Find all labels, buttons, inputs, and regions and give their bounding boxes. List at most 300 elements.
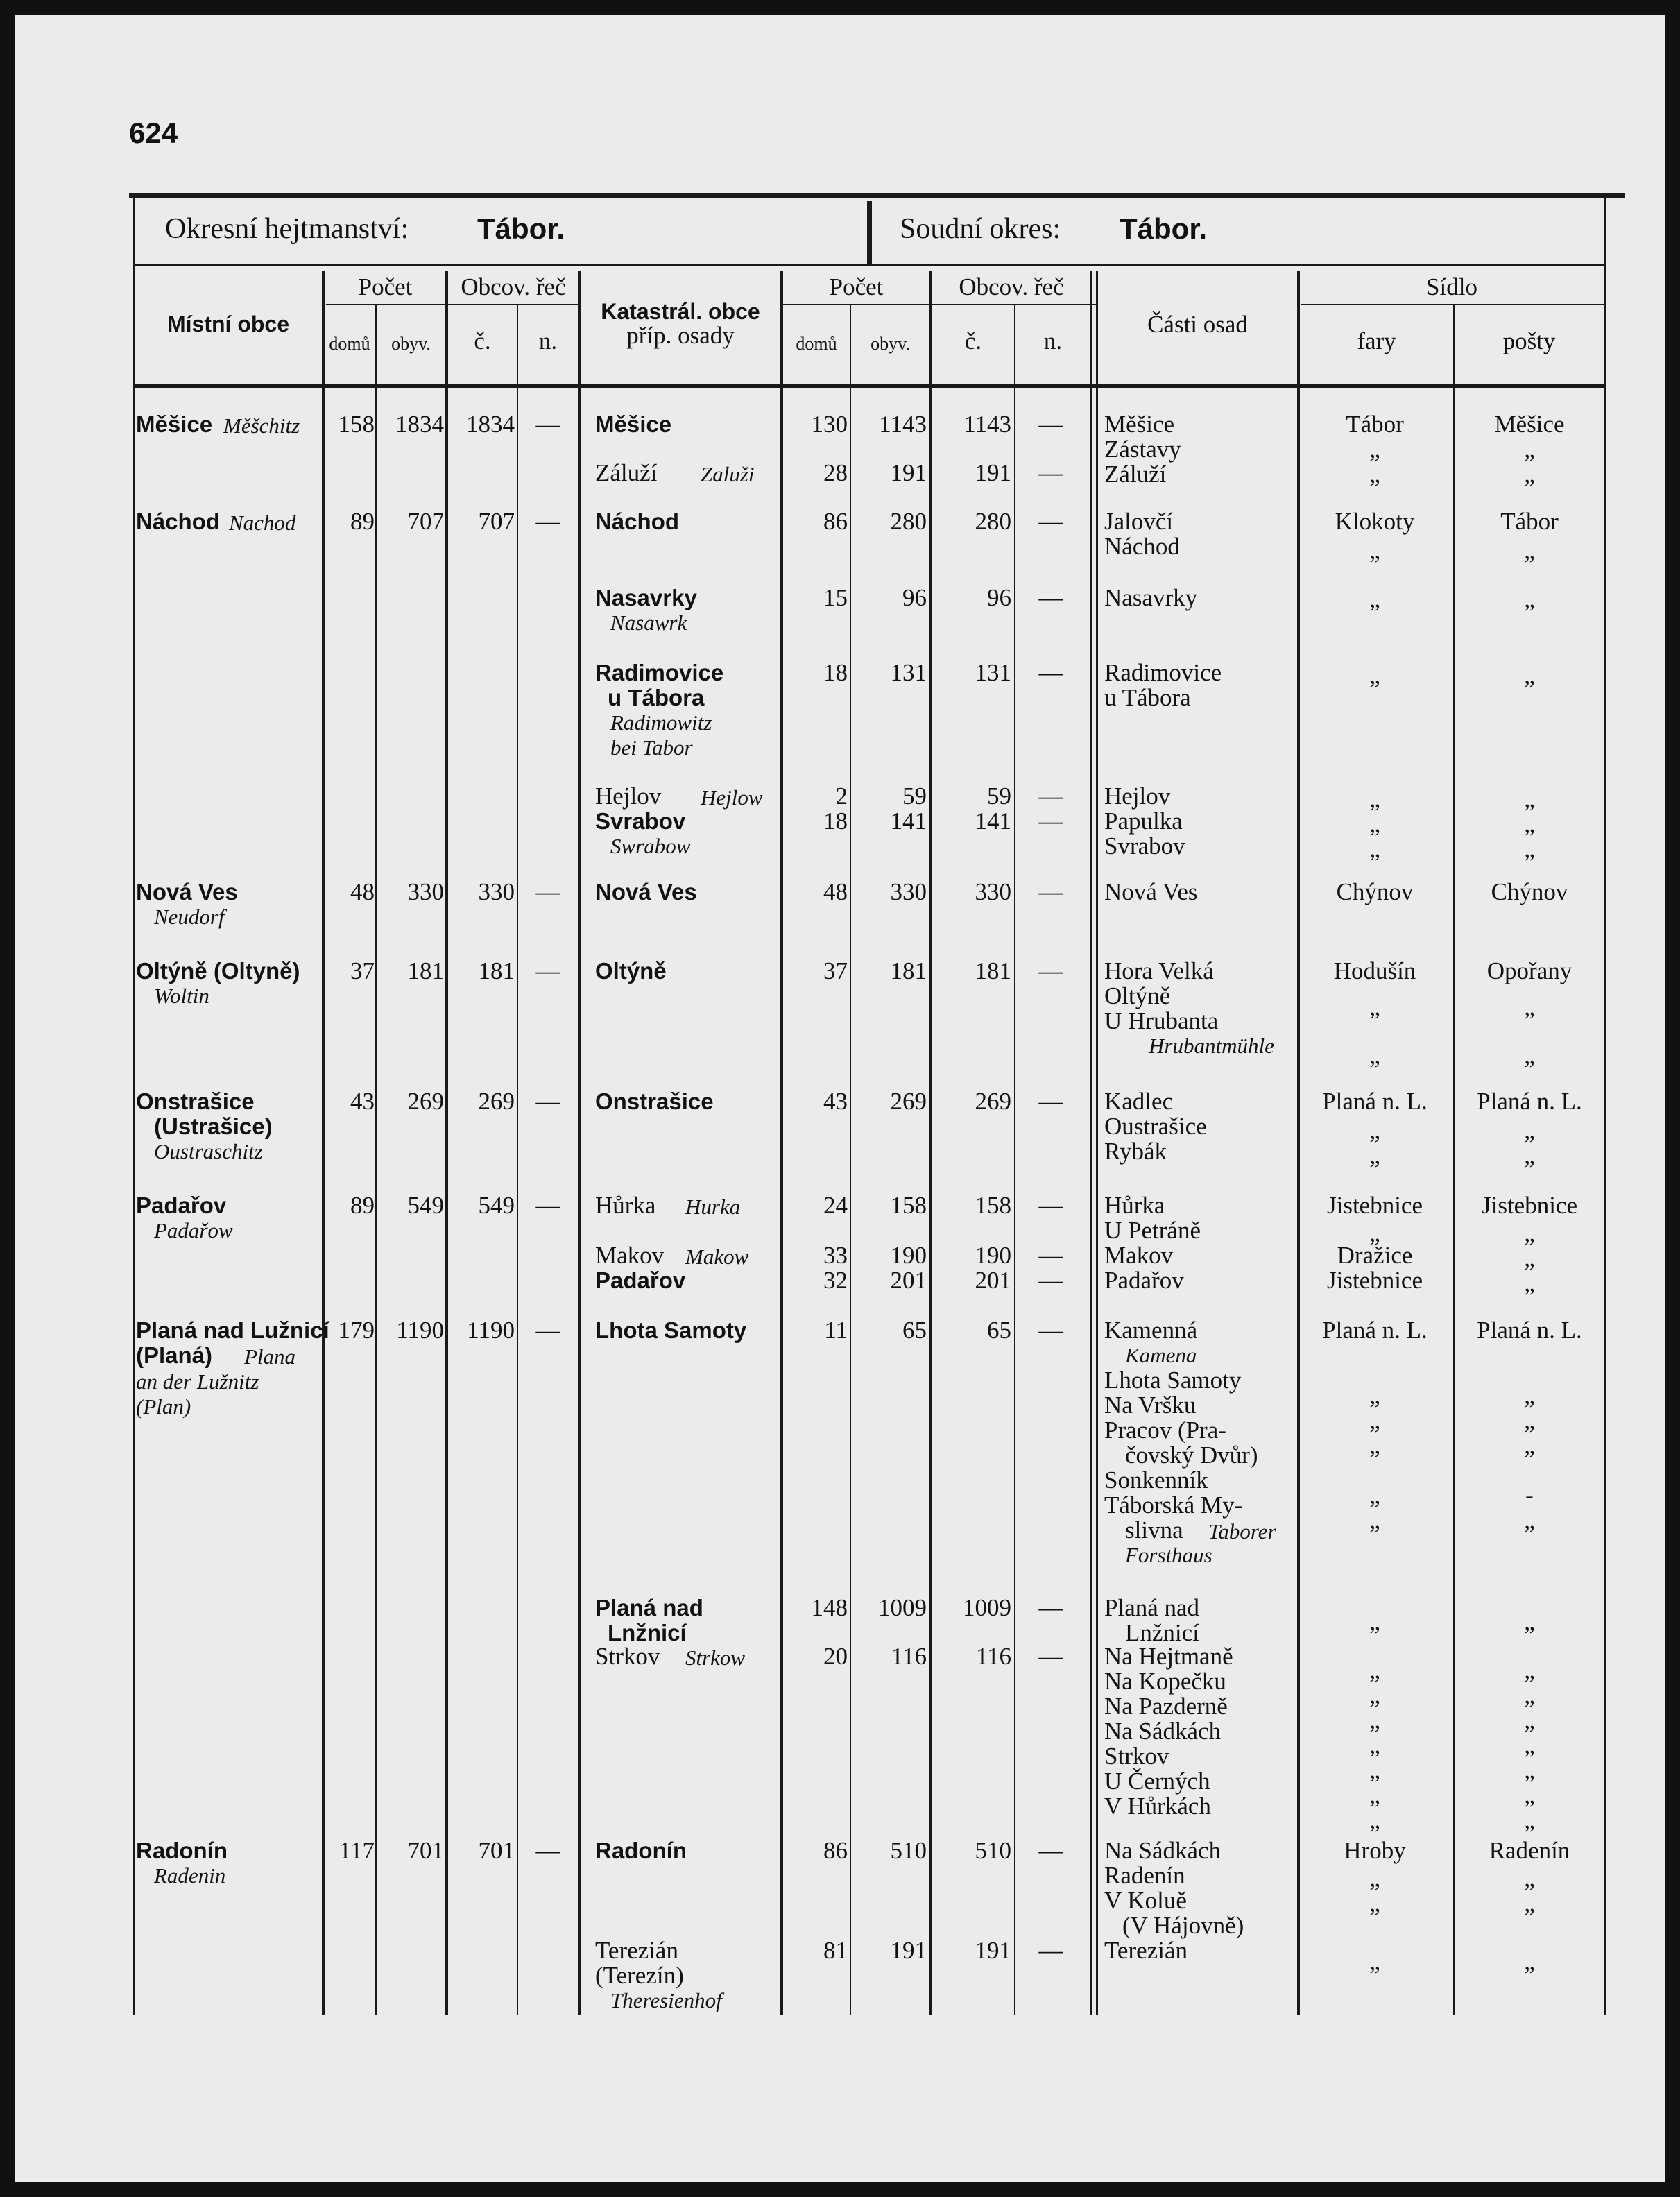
col-header-katastr-2: příp. osady (626, 322, 735, 349)
obec-houses: 117 (338, 1837, 375, 1864)
settlement-part-german: Taborer (1208, 1519, 1276, 1544)
obec-name: Onstrašice (136, 1088, 255, 1114)
obec-name-german: Padařow (154, 1218, 233, 1242)
post-office-seat: „ (1524, 1781, 1535, 1809)
katastr-houses: 81 (823, 1937, 848, 1964)
parish-seat: „ (1369, 1890, 1380, 1917)
obec-name: Radonín (136, 1838, 228, 1863)
settlement-part: Na Vršku (1104, 1392, 1197, 1419)
post-office-seat: „ (1524, 461, 1535, 488)
parish-seat: „ (1369, 1732, 1380, 1759)
katastr-name: Radonín (595, 1838, 687, 1863)
katastr-name-german: bei Tabor (610, 735, 693, 760)
obec-population: 707 (407, 508, 444, 535)
katastr-houses: 18 (823, 659, 848, 686)
katastr-houses: 37 (823, 957, 848, 984)
page-number: 624 (129, 117, 178, 149)
obec-houses: 48 (350, 878, 375, 905)
parish-seat: „ (1369, 1407, 1380, 1434)
post-office-seat: „ (1524, 537, 1535, 564)
col-header-c-2: č. (964, 327, 982, 354)
col-header-obcov-2: Obcov. řeč (959, 273, 1064, 300)
parish-seat: Dražice (1337, 1242, 1413, 1269)
obec-name-german: Neudorf (154, 905, 225, 929)
header-divider (867, 201, 872, 265)
parish-seat: „ (1369, 662, 1380, 689)
obec-czech-speakers: 1834 (466, 411, 515, 438)
post-office-seat: Tábor (1500, 508, 1559, 535)
katastr-name-german: Zaluži (701, 462, 755, 486)
katastr-name-german: Nasawrk (610, 610, 687, 635)
obec-german-speakers: — (535, 878, 560, 905)
settlement-part: Táborská My- (1104, 1491, 1243, 1519)
katastr-german-speakers: — (1038, 878, 1063, 905)
settlement-part: U Černých (1104, 1768, 1210, 1795)
katastr-german-speakers: — (1038, 1267, 1063, 1294)
katastr-name: Hůrka (595, 1192, 656, 1219)
settlement-part: Nasavrky (1104, 584, 1198, 611)
post-office-seat: „ (1524, 1608, 1535, 1635)
parish-seat: „ (1369, 585, 1380, 613)
parish-seat: Chýnov (1336, 878, 1414, 905)
katastr-czech-speakers: 190 (975, 1242, 1011, 1269)
obec-name: Měšice (136, 411, 213, 437)
katastr-name: Lnžnicí (608, 1620, 687, 1645)
obec-name-german: (Plan) (136, 1394, 191, 1419)
katastr-houses: 86 (823, 508, 848, 535)
katastr-name-german: Hurka (685, 1195, 741, 1219)
katastr-population: 65 (902, 1317, 927, 1344)
obec-houses: 158 (338, 411, 375, 438)
katastr-name: Hejlov (595, 783, 662, 810)
parish-seat: Klokoty (1335, 508, 1415, 535)
parish-seat: „ (1369, 1142, 1380, 1169)
katastr-population: 191 (890, 1937, 927, 1964)
parish-seat: Hroby (1344, 1837, 1406, 1864)
katastr-czech-speakers: 141 (975, 807, 1011, 835)
parish-seat: „ (1369, 1608, 1380, 1635)
katastr-czech-speakers: 510 (975, 1837, 1011, 1864)
col-header-pocet-1: Počet (358, 273, 413, 300)
obec-name: Oltýně (Oltyně) (136, 958, 300, 984)
obec-german-speakers: — (535, 1088, 560, 1115)
parish-seat: „ (1369, 993, 1380, 1020)
top-rule (129, 193, 1625, 198)
post-office-seat: „ (1524, 1117, 1535, 1144)
col-header-casti: Části osad (1147, 311, 1248, 338)
katastr-german-speakers: — (1038, 1242, 1063, 1269)
col-header-n-1: n. (538, 327, 558, 354)
parish-seat: „ (1369, 1806, 1380, 1833)
parish-seat: „ (1369, 1865, 1380, 1892)
settlement-part: slivna (1125, 1516, 1183, 1544)
katastr-czech-speakers: 201 (975, 1267, 1011, 1294)
katastr-population: 510 (890, 1837, 927, 1864)
settlement-part: Kadlec (1104, 1088, 1174, 1115)
post-office-seat: „ (1524, 1245, 1535, 1272)
katastr-german-speakers: — (1038, 508, 1063, 535)
obec-houses: 89 (350, 1192, 375, 1219)
col-header-c-1: č. (474, 327, 491, 354)
obec-czech-speakers: 330 (478, 878, 515, 905)
katastr-german-speakers: — (1038, 1317, 1063, 1344)
settlement-part: V Koluě (1104, 1887, 1187, 1914)
settlement-part-german: Forsthaus (1125, 1543, 1212, 1567)
katastr-houses: 2 (835, 783, 848, 810)
katastr-houses: 86 (823, 1837, 848, 1864)
col-header-sidlo: Sídlo (1426, 273, 1477, 300)
settlement-part: Na Sádkách (1104, 1718, 1222, 1745)
obec-population: 701 (407, 1837, 444, 1864)
katastr-czech-speakers: 158 (975, 1192, 1011, 1219)
left-border (133, 198, 135, 2015)
settlement-part: Na Hejtmaně (1104, 1643, 1233, 1670)
katastr-population: 141 (890, 807, 927, 835)
settlement-part: Svrabov (1104, 832, 1185, 860)
post-office-seat: „ (1524, 835, 1535, 862)
katastr-czech-speakers: 191 (975, 1937, 1011, 1964)
katastr-name: Svrabov (595, 808, 686, 834)
settlement-part: Terezián (1104, 1937, 1188, 1964)
obec-name: Padařov (136, 1192, 227, 1218)
katastr-czech-speakers: 1009 (963, 1594, 1011, 1621)
post-office-seat: „ (1524, 1042, 1535, 1069)
settlement-part: Nová Ves (1104, 878, 1198, 905)
katastr-population: 269 (890, 1088, 927, 1115)
post-office-seat: Planá n. L. (1477, 1088, 1582, 1115)
katastr-name-german: Strkow (685, 1645, 746, 1670)
katastr-population: 190 (890, 1242, 927, 1269)
obec-name: Nová Ves (136, 879, 238, 905)
katastr-german-speakers: — (1038, 1594, 1063, 1621)
settlement-part: Lnžnicí (1125, 1619, 1199, 1646)
settlement-part: Oustrašice (1104, 1113, 1207, 1140)
col-header-domu-1: domů (329, 334, 370, 354)
katastr-czech-speakers: 191 (975, 459, 1011, 486)
katastr-german-speakers: — (1038, 1088, 1063, 1115)
katastr-czech-speakers: 1143 (963, 411, 1011, 438)
col-header-mistni-obce: Místní obce (166, 311, 289, 336)
settlement-part: Sonkenník (1104, 1467, 1208, 1494)
obec-name-german: Nachod (229, 511, 296, 535)
katastr-population: 116 (891, 1643, 927, 1670)
katastr-name: Měšice (595, 411, 672, 437)
katastr-name: Makov (595, 1242, 665, 1269)
parish-seat: „ (1369, 835, 1380, 862)
post-office-seat: Chýnov (1491, 878, 1568, 905)
post-office-seat: „ (1524, 1707, 1535, 1734)
settlement-part: Záluží (1104, 461, 1167, 488)
post-office-seat: „ (1524, 436, 1535, 463)
settlement-part: čovský Dvůr) (1125, 1442, 1258, 1469)
post-office-seat: Radenín (1489, 1837, 1570, 1864)
obec-german-speakers: — (535, 957, 560, 984)
obec-german-speakers: — (535, 1837, 560, 1864)
parish-seat: Tábor (1346, 411, 1404, 438)
parish-seat: „ (1369, 1707, 1380, 1734)
obec-name-german: an der Lužnitz (136, 1369, 259, 1394)
obec-houses: 179 (338, 1317, 375, 1344)
settlement-part: Na Sádkách (1104, 1837, 1222, 1864)
obec-name-german: Woltin (154, 984, 209, 1008)
col-header-pocet-2: Počet (829, 273, 884, 300)
katastr-population: 1143 (879, 411, 927, 438)
settlement-part: Papulka (1104, 807, 1183, 835)
settlement-part: Hejlov (1104, 783, 1171, 810)
post-office-seat: Planá n. L. (1477, 1317, 1582, 1344)
obec-german-speakers: — (535, 1317, 560, 1344)
settlement-part: U Petráně (1104, 1217, 1201, 1244)
col-header-domu-2: domů (796, 334, 837, 354)
obec-houses: 89 (350, 508, 375, 535)
parish-seat: „ (1369, 1042, 1380, 1069)
settlement-part: Hora Velká (1104, 957, 1214, 984)
post-office-seat: „ (1524, 1732, 1535, 1759)
settlement-part: Padařov (1104, 1267, 1184, 1294)
col-line-2 (375, 305, 377, 2015)
obec-czech-speakers: 707 (478, 508, 515, 535)
katastr-houses: 32 (823, 1267, 848, 1294)
post-office-seat: „ (1524, 1142, 1535, 1169)
district-label: Okresní hejtmanství: (165, 213, 409, 245)
katastr-name: Terezián (595, 1937, 678, 1964)
katastr-population: 131 (890, 659, 927, 686)
settlement-part-german: Hrubantmühle (1149, 1034, 1274, 1058)
settlement-part: Rybák (1104, 1138, 1167, 1165)
katastr-name: Oltýně (595, 958, 667, 984)
obec-name: Náchod (136, 508, 221, 534)
katastr-houses: 48 (823, 878, 848, 905)
settlement-part: V Hůrkách (1104, 1793, 1211, 1820)
settlement-part: u Tábora (1104, 684, 1191, 711)
katastr-name: Padařov (595, 1267, 686, 1293)
katastr-name: Onstrašice (595, 1088, 714, 1114)
obec-czech-speakers: 1190 (467, 1317, 515, 1344)
katastr-name: Náchod (595, 508, 680, 534)
katastr-name-german: Hejlow (701, 785, 763, 810)
katastr-name: u Tábora (608, 685, 705, 710)
post-office-seat: - (1525, 1482, 1534, 1509)
katastr-population: 158 (890, 1192, 927, 1219)
katastr-houses: 24 (823, 1192, 848, 1219)
post-office-seat: „ (1524, 1657, 1535, 1684)
pocet-rule-right (782, 304, 1097, 305)
settlement-part: Zástavy (1104, 436, 1181, 463)
settlement-part: Radimovice (1104, 659, 1222, 686)
obec-population: 181 (407, 957, 444, 984)
settlement-part: Pracov (Pra- (1104, 1417, 1226, 1444)
parish-seat: Hodušín (1333, 957, 1416, 984)
katastr-czech-speakers: 181 (975, 957, 1011, 984)
katastr-name: Lhota Samoty (595, 1317, 747, 1343)
obec-population: 1190 (396, 1317, 444, 1344)
post-office-seat: „ (1524, 1220, 1535, 1247)
katastr-german-speakers: — (1038, 411, 1063, 438)
katastr-houses: 148 (811, 1594, 848, 1621)
katastr-population: 181 (890, 957, 927, 984)
katastr-population: 201 (890, 1267, 927, 1294)
settlement-part: Na Kopečku (1104, 1668, 1226, 1695)
parish-seat: „ (1369, 1382, 1380, 1409)
post-office-seat: „ (1524, 585, 1535, 613)
settlement-part: Měšice (1104, 411, 1175, 438)
katastr-name: Planá nad (595, 1595, 703, 1621)
katastr-houses: 43 (823, 1088, 848, 1115)
obec-name-german: Plana (244, 1344, 296, 1369)
katastr-name: Záluží (595, 459, 658, 486)
obec-name: (Ustrašice) (154, 1113, 273, 1139)
obec-name-german: Měšchitz (223, 413, 300, 438)
post-office-seat: „ (1524, 662, 1535, 689)
katastr-population: 96 (902, 584, 927, 611)
katastr-czech-speakers: 65 (987, 1317, 1011, 1344)
settlement-part: Jalovčí (1104, 508, 1174, 535)
post-office-seat: Jistebnice (1481, 1192, 1578, 1219)
katastr-houses: 11 (824, 1317, 848, 1344)
sidlo-rule (1301, 304, 1604, 305)
parish-seat: „ (1369, 1482, 1380, 1509)
post-office-seat: „ (1524, 1682, 1535, 1709)
post-office-seat: „ (1524, 1756, 1535, 1784)
settlement-part: Strkov (1104, 1743, 1169, 1770)
katastr-name-german: Radimowitz (610, 710, 712, 735)
settlement-part-german: Kamena (1125, 1343, 1197, 1367)
katastr-name: Nasavrky (595, 585, 697, 610)
katastr-houses: 18 (823, 807, 848, 835)
katastr-german-speakers: — (1038, 957, 1063, 984)
katastr-name-german: Theresienhof (610, 1988, 722, 2012)
parish-seat: „ (1369, 1220, 1380, 1247)
katastr-german-speakers: — (1038, 1837, 1063, 1864)
katastr-name: Nová Ves (595, 879, 697, 905)
parish-seat: „ (1369, 1781, 1380, 1809)
katastr-houses: 28 (823, 459, 848, 486)
parish-seat: „ (1369, 461, 1380, 488)
post-office-seat: „ (1524, 1270, 1535, 1297)
katastr-german-speakers: — (1038, 1937, 1063, 1964)
katastr-population: 280 (890, 508, 927, 535)
settlement-part: Planá nad (1104, 1594, 1200, 1621)
katastr-name-german: Makow (685, 1245, 749, 1269)
katastr-german-speakers: — (1038, 659, 1063, 686)
post-office-seat: „ (1524, 1890, 1535, 1917)
col-header-n-2: n. (1043, 327, 1063, 354)
parish-seat: „ (1369, 1657, 1380, 1684)
katastr-houses: 20 (823, 1643, 848, 1670)
katastr-name: Strkov (595, 1643, 660, 1670)
katastr-german-speakers: — (1038, 807, 1063, 835)
settlement-part: U Hrubanta (1104, 1007, 1219, 1034)
katastr-german-speakers: — (1038, 1643, 1063, 1670)
katastr-name: (Terezín) (595, 1962, 684, 1989)
obec-czech-speakers: 549 (478, 1192, 515, 1219)
obec-czech-speakers: 181 (478, 957, 515, 984)
katastr-czech-speakers: 96 (987, 584, 1011, 611)
parish-seat: „ (1369, 810, 1380, 837)
katastr-czech-speakers: 280 (975, 508, 1011, 535)
obec-german-speakers: — (535, 1192, 560, 1219)
obec-german-speakers: — (535, 411, 560, 438)
katastr-name: Radimovice (595, 660, 724, 685)
col-header-fary: fary (1357, 327, 1396, 354)
katastr-czech-speakers: 269 (975, 1088, 1011, 1115)
post-office-seat: „ (1524, 1865, 1535, 1892)
settlement-part: Hůrka (1104, 1192, 1165, 1219)
parish-seat: „ (1369, 436, 1380, 463)
parish-seat: Planá n. L. (1322, 1317, 1428, 1344)
district-value: Tábor. (477, 212, 565, 245)
katastr-czech-speakers: 59 (987, 783, 1011, 810)
katastr-population: 191 (890, 459, 927, 486)
post-office-seat: „ (1524, 785, 1535, 812)
katastr-german-speakers: — (1038, 783, 1063, 810)
post-office-seat: „ (1524, 1432, 1535, 1459)
post-office-seat: „ (1524, 1382, 1535, 1409)
parish-seat: „ (1369, 1948, 1380, 1975)
pocet-rule-left (326, 304, 579, 305)
col-header-obyv-2: obyv. (871, 334, 910, 354)
obec-czech-speakers: 269 (478, 1088, 515, 1115)
post-office-seat: „ (1524, 810, 1535, 837)
katastr-houses: 33 (823, 1242, 848, 1269)
katastr-population: 59 (902, 783, 927, 810)
col-header-obyv-1: obyv. (391, 334, 431, 354)
obec-population: 269 (407, 1088, 444, 1115)
parish-seat: „ (1369, 1432, 1380, 1459)
parish-seat: „ (1369, 1507, 1380, 1534)
settlement-part: Náchod (1104, 533, 1180, 560)
col-line-9 (1014, 305, 1015, 2015)
obec-czech-speakers: 701 (478, 1837, 515, 1864)
parish-seat: „ (1369, 537, 1380, 564)
post-office-seat: „ (1524, 1507, 1535, 1534)
settlement-part: Lhota Samoty (1104, 1367, 1242, 1394)
court-label: Soudní okres: (900, 213, 1061, 245)
settlement-part: (V Hájovně) (1122, 1912, 1244, 1939)
katastr-czech-speakers: 131 (975, 659, 1011, 686)
katastr-czech-speakers: 116 (975, 1643, 1011, 1670)
katastr-population: 1009 (878, 1594, 927, 1621)
parish-seat: Jistebnice (1326, 1192, 1423, 1219)
katastr-german-speakers: — (1038, 459, 1063, 486)
katastr-houses: 15 (823, 584, 848, 611)
obec-population: 549 (407, 1192, 444, 1219)
obec-name: Planá nad Lužnicí (136, 1317, 329, 1343)
obec-name-german: Oustraschitz (154, 1139, 263, 1163)
col-header-katastr-1: Katastrál. obce (601, 299, 760, 324)
parish-seat: „ (1369, 1756, 1380, 1784)
settlement-part: Oltýně (1104, 982, 1171, 1009)
post-office-seat: „ (1524, 1948, 1535, 1975)
settlement-part: Na Pazderně (1104, 1693, 1228, 1720)
obec-name-german: Radenin (154, 1863, 226, 1888)
obec-houses: 43 (350, 1088, 375, 1115)
katastr-german-speakers: — (1038, 1192, 1063, 1219)
settlement-part: Radenín (1104, 1862, 1185, 1889)
katastr-houses: 130 (811, 411, 848, 438)
post-office-seat: „ (1524, 1407, 1535, 1434)
katastr-czech-speakers: 330 (975, 878, 1011, 905)
col-line-7 (850, 305, 851, 2015)
post-office-seat: Měšice (1494, 411, 1565, 438)
obec-population: 1834 (395, 411, 444, 438)
parish-seat: Jistebnice (1326, 1267, 1423, 1294)
parish-seat: „ (1369, 1682, 1380, 1709)
post-office-seat: „ (1524, 1806, 1535, 1833)
post-office-seat: Opořany (1486, 957, 1572, 984)
katastr-german-speakers: — (1038, 584, 1063, 611)
katastr-name-german: Swrabow (610, 834, 691, 858)
